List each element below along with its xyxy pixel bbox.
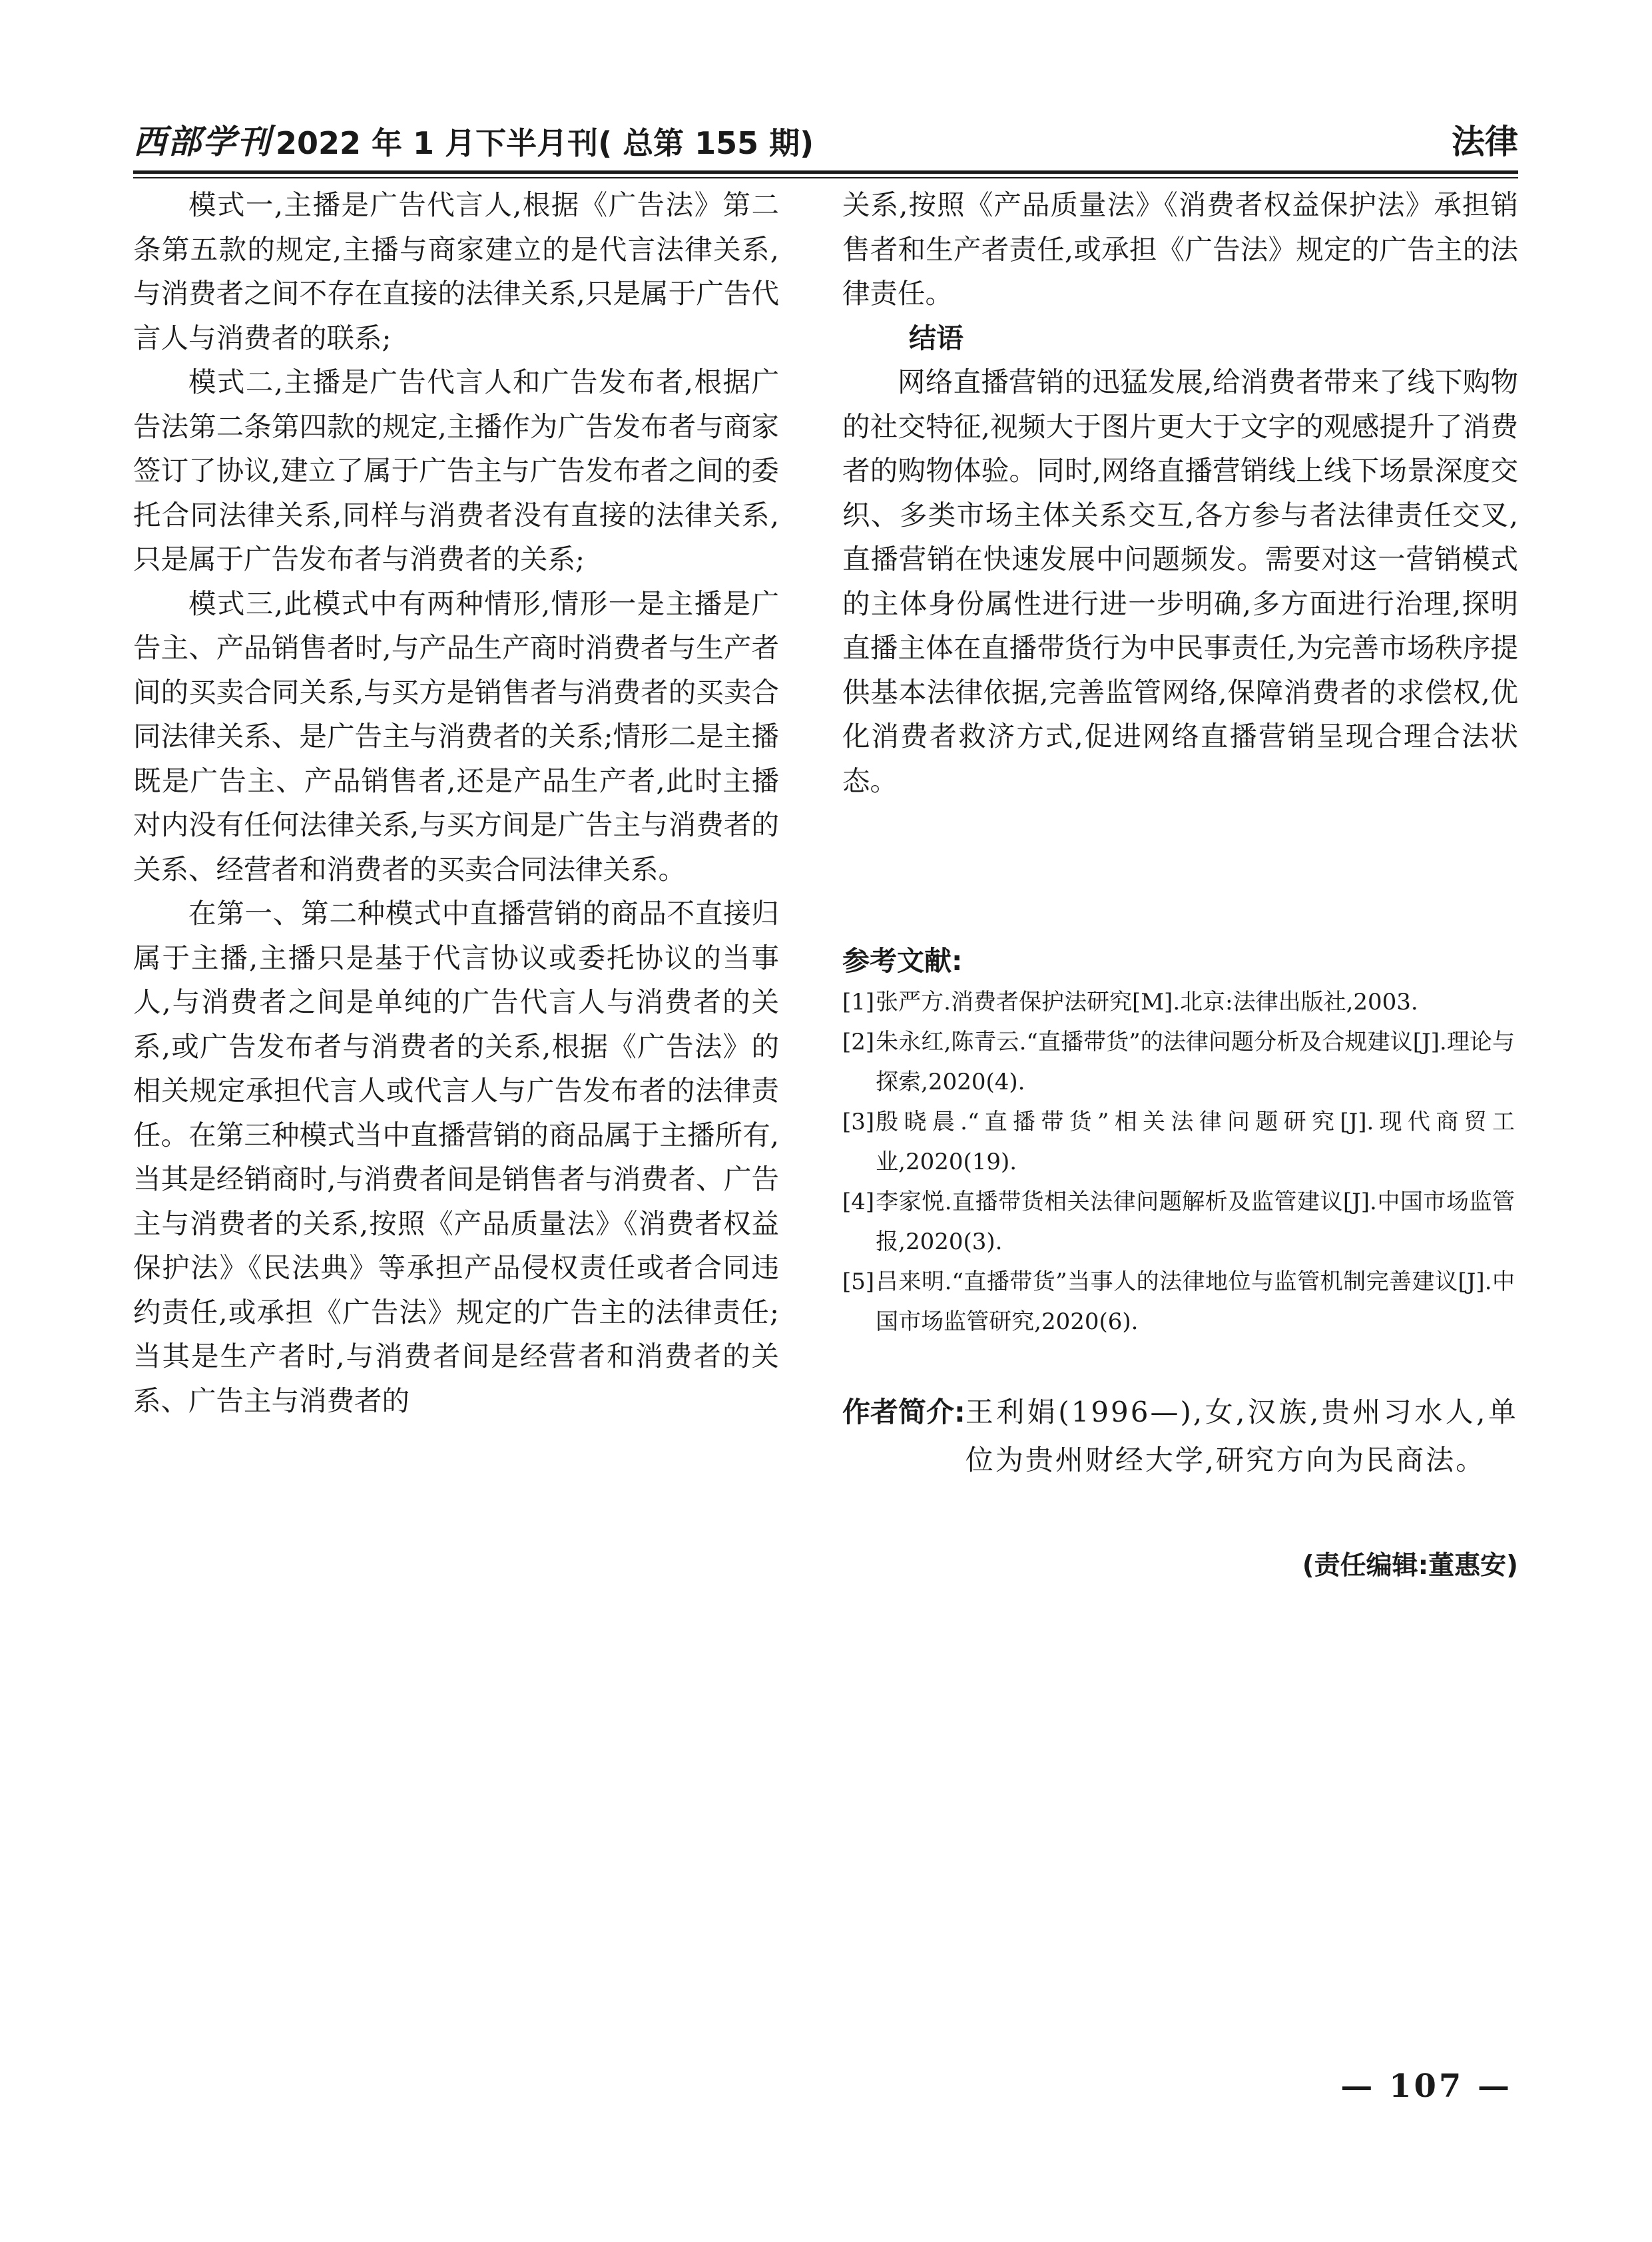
paragraph-conclusion: 网络直播营销的迅猛发展,给消费者带来了线下购物的社交特征,视频大于图片更大于文字的观感提升了消费者的购物体验。同时,网络直播营销线上线下场景深度交织、多类市场主体关系交互,各方参与者法律责任交叉,直播营销在快速发展中问题频发。需要对这一营销模式的主体身份属性进行进一步明确,多方面进行治理,探明直播主体在直播带货行为中民事责任,为完善市场秩序提供基本法律依据,完善监管网络,保障消费者的求偿权,优化消费者救济方式,促进网络直播营销呈现合理合法状态。 [842,366,1518,797]
issue-info: 2022 年 1 月下半月刊( 总第 155 期) [276,125,814,161]
section-label: 法律 [1452,123,1518,161]
paragraph-mode-three: 模式三,此模式中有两种情形,情形一是主播是广告主、产品销售者时,与产品生产商时消费者与生产者间的买卖合同关系,与买方是销售者与消费者的买卖合同法律关系、是广告主与消费者的关系;情形二是主播既是广告主、产品销售者,还是产品生产者,此时主播对内没有任何法律关系,与买方间是广告主与消费者的关系、经营者和消费者的买卖合同法律关系。 [133,587,779,886]
header-rule [133,170,1518,174]
reference-number: [4] [842,1189,875,1215]
responsible-editor: (责任编辑:董惠安) [1302,1551,1518,1581]
reference-item [842,1022,1515,1102]
left-column [133,183,779,1423]
author-bio [842,1388,1518,1484]
reference-number: [1] [842,989,875,1015]
reference-item [842,982,1515,1022]
references-title: 参考文献: [842,945,963,977]
reference-item [842,1182,1515,1262]
paragraph-mode-two: 模式二,主播是广告代言人和广告发布者,根据广告法第二条第四款的规定,主播作为广告发布者与商家签订了协议,建立了属于广告主与广告发布者之间的委托合同法律关系,同样与消费者没有直接的法律关系,只是属于广告发布者与消费者的关系; [133,366,779,575]
paragraph-analysis: 在第一、第二种模式中直播营销的商品不直接归属于主播,主播只是基于代言协议或委托协议的当事人,与消费者之间是单纯的广告代言人与消费者的关系,或广告发布者与消费者的关系,根据《广告法》的相关规定承担代言人或代言人与广告发布者的法律责任。在第三种模式当中直播营销的商品属于主播所有,当其是经销商时,与消费者间是销售者与消费者、广告主与消费者的关系,按照《产品质量法》《消费者权益保护法》《民法典》等承担产品侵权责任或者合同违约责任,或承担《广告法》规定的广告主的法律责任;当其是生产者时,与消费者间是经营者和消费者的关系、广告主与消费者的 [133,897,779,1417]
reference-text: 殷晓晨.“直播带货”相关法律问题研究[J].现代商贸工业,2020(19). [876,1109,1515,1175]
right-column [842,183,1518,803]
reference-number: [5] [842,1268,875,1295]
reference-text: 朱永红,陈青云.“直播带货”的法律问题分析及合规建议[J].理论与探索,2020(4). [876,1029,1515,1095]
references-list [842,982,1515,1342]
reference-text: 张严方.消费者保护法研究[M].北京:法律出版社,2003. [876,989,1418,1015]
author-bio-text: 王利娟(1996—),女,汉族,贵州习水人,单位为贵州财经大学,研究方向为民商法。 [965,1396,1518,1476]
reference-text: 李家悦.直播带货相关法律问题解析及监管建议[J].中国市场监管报,2020(3). [876,1189,1515,1255]
running-header [133,110,1518,163]
journal-logo: 西部学刊 [133,122,272,161]
reference-item [842,1262,1515,1342]
paragraph-continuation: 关系,按照《产品质量法》《消费者权益保护法》承担销售者和生产者责任,或承担《广告法》规定的广告主的法律责任。 [842,188,1518,310]
reference-item [842,1102,1515,1182]
header-left [133,115,814,163]
paragraph-mode-one: 模式一,主播是广告代言人,根据《广告法》第二条第五款的规定,主播与商家建立的是代言法律关系,与消费者之间不存在直接的法律关系,只是属于广告代言人与消费者的联系; [133,188,779,354]
page-number: — 107 — [1340,2068,1512,2105]
reference-text: 吕来明.“直播带货”当事人的法律地位与监管机制完善建议[J].中国市场监管研究,2020(6). [876,1268,1515,1335]
conclusion-heading: 结语 [909,322,964,354]
header-rule-thin [133,177,1518,178]
reference-number: [2] [842,1029,875,1055]
author-bio-label: 作者简介: [842,1396,965,1428]
reference-number: [3] [842,1109,875,1135]
